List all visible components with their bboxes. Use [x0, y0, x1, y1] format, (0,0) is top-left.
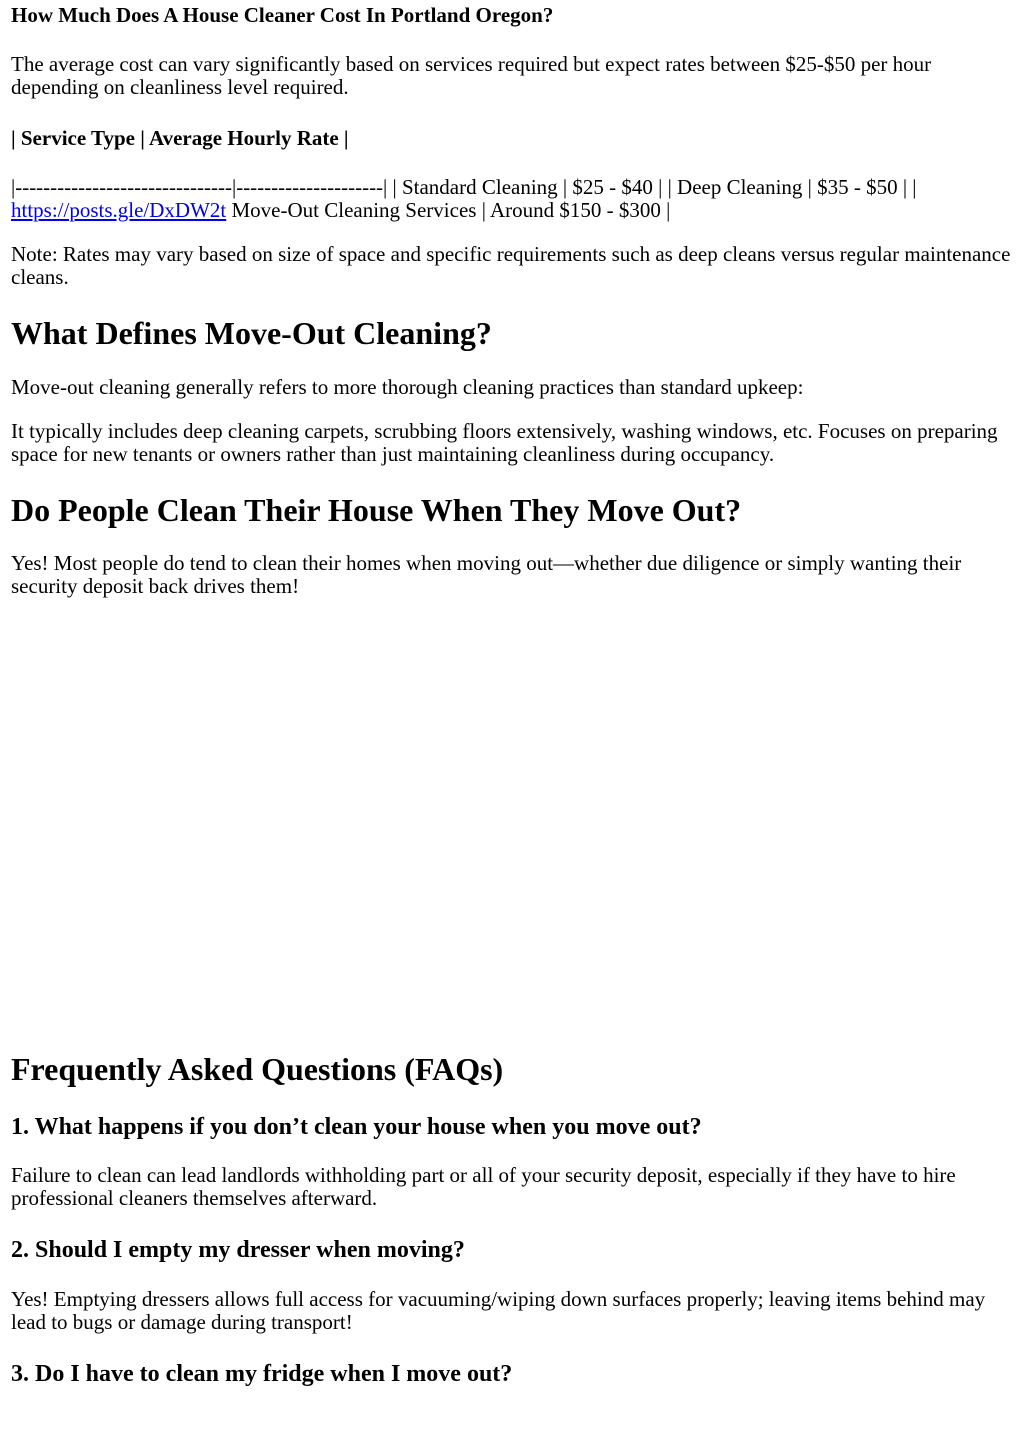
- faq-heading: Frequently Asked Questions (FAQs): [11, 1051, 504, 1087]
- faq-answer-2: Yes! Emptying dressers allows full access for vacuuming/wiping down surfaces properly; leaving items behind may lead to bugs or damage during transport!: [11, 1287, 986, 1334]
- rate-table-rows-text: |-------------------------------|---------------------| | Standard Cleaning | $25 - $40 | | Deep Cleaning | $35 - $50 | |: [11, 175, 917, 199]
- move-out-details-paragraph: It typically includes deep cleaning carpets, scrubbing floors extensively, washing windows, etc. Focuses on preparing space for new tenants or owners rather than just maintaining cleanliness during occupancy.: [11, 419, 998, 466]
- clean-when-move-heading: Do People Clean Their House When They Move Out?: [11, 492, 742, 528]
- clean-when-move-paragraph: Yes! Most people do tend to clean their homes when moving out—whether due diligence or simply wanting their security deposit back drives them!: [11, 551, 962, 598]
- cost-heading: How Much Does A House Cleaner Cost In Portland Oregon?: [11, 3, 554, 27]
- move-out-cleaning-heading: What Defines Move-Out Cleaning?: [11, 315, 492, 351]
- faq-question-1: 1. What happens if you don’t clean your house when you move out?: [11, 1114, 702, 1140]
- rate-table-rows: [11, 176, 1013, 222]
- rate-table-rows-tail: Move-Out Cleaning Services | Around $150 - $300 |: [226, 198, 671, 222]
- posts-link[interactable]: https://posts.gle/DxDW2t: [11, 198, 227, 222]
- faq-question-2: 2. Should I empty my dresser when moving?: [11, 1237, 465, 1263]
- rate-table-header: | Service Type | Average Hourly Rate |: [11, 126, 349, 150]
- cost-intro-paragraph: The average cost can vary significantly based on services required but expect rates between $25-$50 per hour depending on cleanliness level required.: [11, 52, 932, 99]
- rate-note-paragraph: Note: Rates may vary based on size of space and specific requirements such as deep cleans versus regular maintenance cleans.: [11, 242, 1011, 289]
- faq-answer-1: Failure to clean can lead landlords withholding part or all of your security deposit, especially if they have to hire professional cleaners themselves afterward.: [11, 1163, 956, 1210]
- faq-question-3: 3. Do I have to clean my fridge when I move out?: [11, 1361, 513, 1387]
- move-out-definition-paragraph: Move-out cleaning generally refers to more thorough cleaning practices than standard upkeep:: [11, 375, 804, 399]
